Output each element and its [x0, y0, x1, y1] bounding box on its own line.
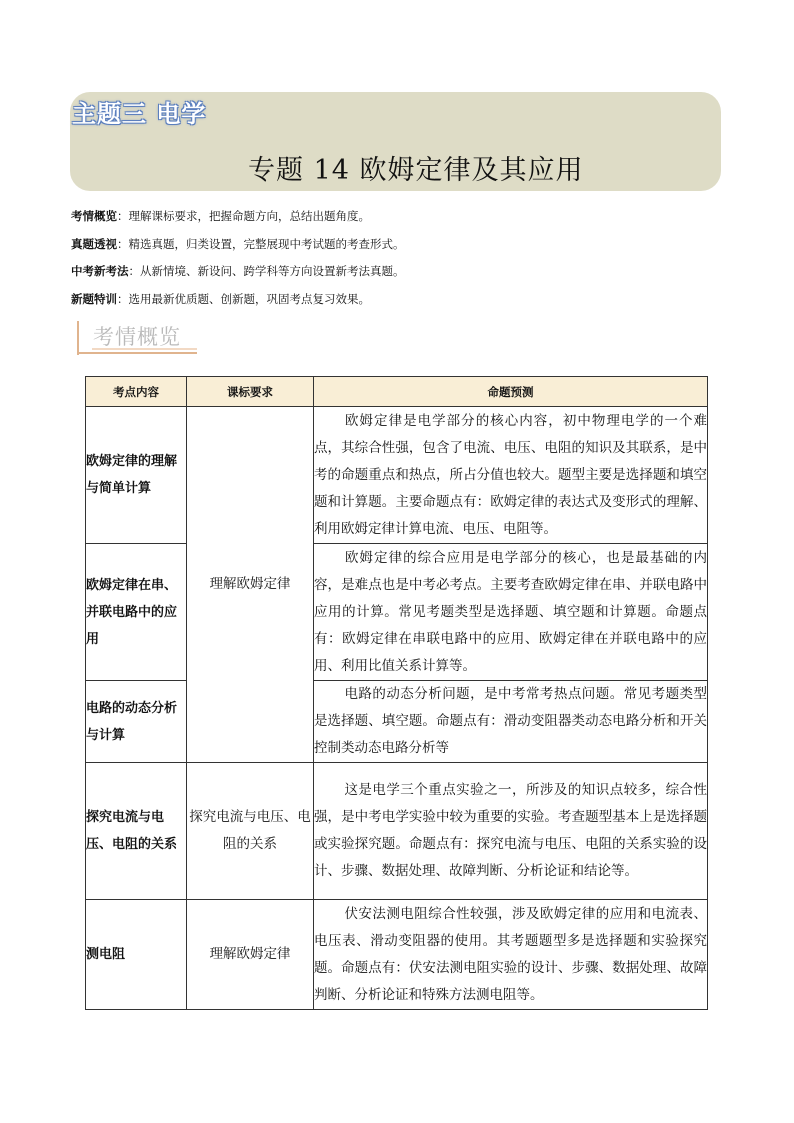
requirement-cell: 探究电流与电压、电阻的关系	[187, 763, 314, 900]
table-row	[86, 681, 708, 763]
prediction-text: 欧姆定律的综合应用是电学部分的核心，也是最基础的内容，是难点也是中考必考点。主要考查欧姆定律在串、并联电路中应用的计算。常见考题类型是选择题、填空题和计算题。命题点有：欧姆定律在串联电路中的应用、欧姆定律在并联电路中的应用、利用比值关系计算等。	[314, 549, 707, 674]
header-cell: 课标要求	[187, 377, 314, 407]
intro-line	[71, 258, 731, 286]
header-cell: 考点内容	[86, 377, 187, 407]
prediction-cell	[314, 900, 708, 1010]
intro-block	[71, 203, 731, 314]
intro-key: 真题透视	[71, 236, 117, 251]
intro-key: 中考新考法	[71, 264, 129, 279]
intro-text: ：精选真题，归类设置，完整展现中考试题的考查形式。	[117, 236, 405, 251]
point-cell: 欧姆定律在串、并联电路中的应用	[86, 544, 187, 681]
intro-line	[71, 231, 731, 259]
section-decoration	[77, 352, 197, 354]
table-header-row	[86, 377, 708, 407]
intro-text: ：理解课标要求，把握命题方向，总结出题角度。	[117, 209, 370, 223]
requirement-cell: 理解欧姆定律	[187, 407, 314, 763]
prediction-text: 伏安法测电阻综合性较强，涉及欧姆定律的应用和电流表、电压表、滑动变阻器的使用。其考题题型多是选择题和实验探究题。命题点有：伏安法测电阻实验的设计、步骤、数据处理、故障判断、分析论证和特殊方法测电阻等。	[314, 905, 707, 1003]
table-row	[86, 763, 708, 900]
section-decoration	[77, 321, 79, 355]
table-row	[86, 407, 708, 544]
prediction-cell	[314, 681, 708, 763]
intro-line	[71, 286, 731, 314]
requirement-cell: 理解欧姆定律	[187, 900, 314, 1010]
prediction-text: 欧姆定律是电学部分的核心内容，初中物理电学的一个难点，其综合性强，包含了电流、电压、电阻的知识及其联系，是中考的命题重点和热点，所占分值也较大。题型主要是选择题和填空题和计算题。主要命题点有：欧姆定律的表达式及变形式的理解、利用欧姆定律计算电流、电压、电阻等。	[314, 412, 707, 537]
point-cell: 探究电流与电压、电阻的关系	[86, 763, 187, 900]
point-cell: 测电阻	[86, 900, 187, 1010]
header-cell: 命题预测	[314, 377, 708, 407]
point-cell: 电路的动态分析与计算	[86, 681, 187, 763]
section-heading: 考情概览	[93, 325, 181, 349]
intro-key: 新题特训	[71, 292, 117, 307]
prediction-cell	[314, 407, 708, 544]
table-row	[86, 900, 708, 1010]
table-row	[86, 544, 708, 681]
prediction-text: 这是电学三个重点实验之一，所涉及的知识点较多，综合性强，是中考电学实验中较为重要的实验。考查题型基本上是选择题或实验探究题。命题点有：探究电流与电压、电阻的关系实验的设计、步骤、数据处理、故障判断、分析论证和结论等。	[314, 782, 707, 879]
point-cell: 欧姆定律的理解与简单计算	[86, 407, 187, 544]
theme-title: 主题三 电学	[72, 100, 207, 128]
intro-text: ：从新情境、新设问、跨学科等方向设置新考法真题。	[128, 264, 405, 279]
topic-title: 专题 14 欧姆定律及其应用	[248, 155, 584, 186]
prediction-cell	[314, 544, 708, 681]
intro-key: 考情概览	[71, 209, 117, 223]
intro-text: ：选用最新优质题、创新题，巩固考点复习效果。	[117, 292, 370, 307]
prediction-cell	[314, 763, 708, 900]
overview-table	[85, 376, 708, 1010]
prediction-text: 电路的动态分析问题，是中考常考热点问题。常见考题类型是选择题、填空题。命题点有：滑动变阻器类动态电路分析和开关控制类动态电路分析等	[314, 686, 707, 756]
intro-line	[71, 203, 731, 231]
